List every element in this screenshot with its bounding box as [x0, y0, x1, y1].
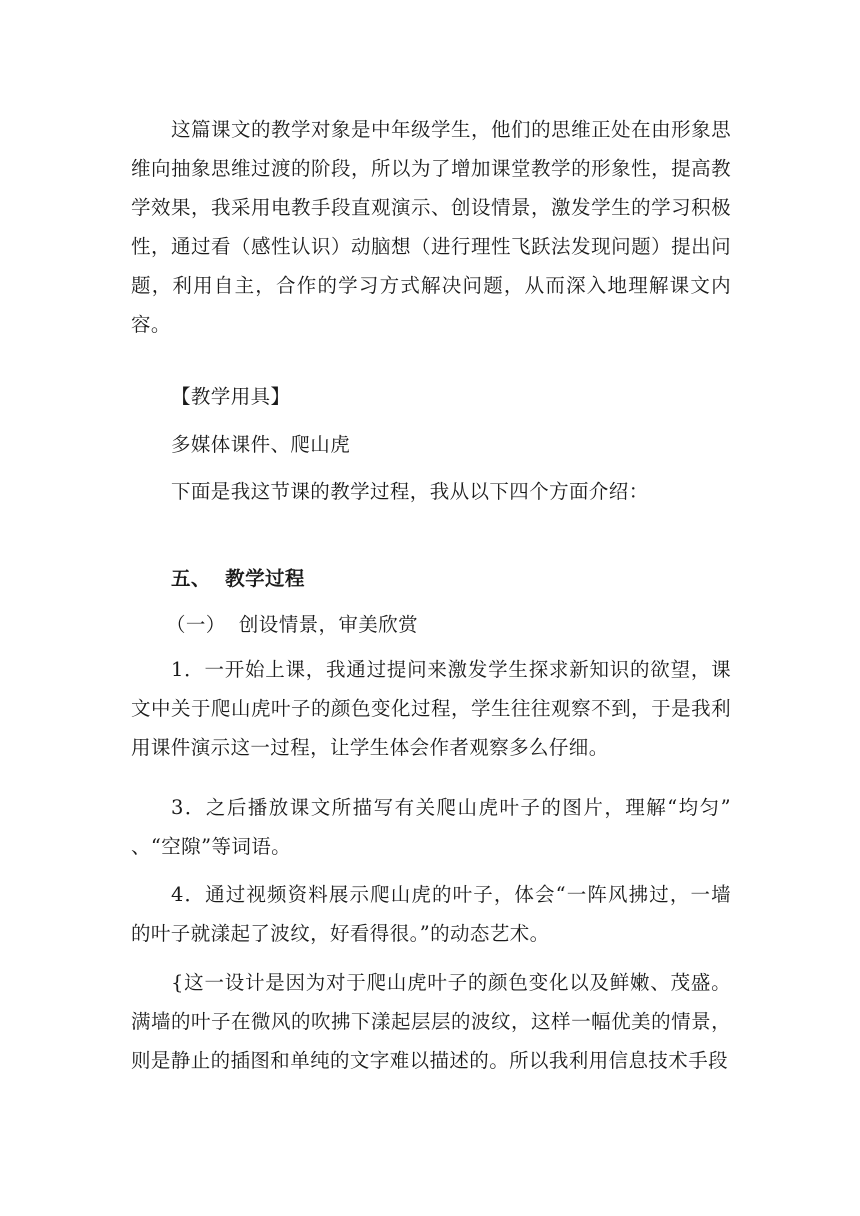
tools-list: 多媒体课件、爬山虎: [171, 433, 351, 456]
item-3-paragraph: 3．之后播放课文所描写有关爬山虎叶子的图片，理解“均匀” 、“空隙”等词语。: [131, 796, 731, 858]
intro-paragraph: 这篇课文的教学对象是中年级学生，他们的思维正处在由形象思维向抽象思维过渡的阶段，所以为了增加课堂教学的形象性，提高教学效果，我采用电教手段直观演示、创设情景，激发学生的学习积极性，通过看（感性认识）动脑想（进行理性飞跃法发现问题）提出问题，利用自主，合作的学习方式解决问题，从而深入地理解课文内容。: [131, 118, 731, 336]
item-4-paragraph: 4．通过视频资料展示爬山虎的叶子，体会“一阵风拂过，一墙的叶子就漾起了波纹，好看得很。”的动态艺术。: [131, 883, 731, 945]
tools-heading: 【教学用具】: [171, 385, 291, 408]
design-note-paragraph: {这一设计是因为对于爬山虎叶子的颜色变化以及鲜嫩、茂盛。满墙的叶子在微风的吹拂下漾起层层的波纹，这样一幅优美的情景，则是静止的插图和单纯的文字难以描述的。所以我利用信息技术手段: [131, 971, 731, 1072]
subsection-heading: （一） 创设情景，审美欣赏: [166, 613, 418, 636]
item-1-paragraph: 1．一开始上课，我通过提问来激发学生探求新知识的欲望，课文中关于爬山虎叶子的颜色变化过程，学生往往观察不到，于是我利用课件演示这一过程，让学生体会作者观察多么仔细。: [131, 658, 731, 759]
section-heading: 五、 教学过程: [171, 567, 305, 590]
transition-text: 下面是我这节课的教学过程，我从以下四个方面介绍：: [171, 480, 649, 503]
